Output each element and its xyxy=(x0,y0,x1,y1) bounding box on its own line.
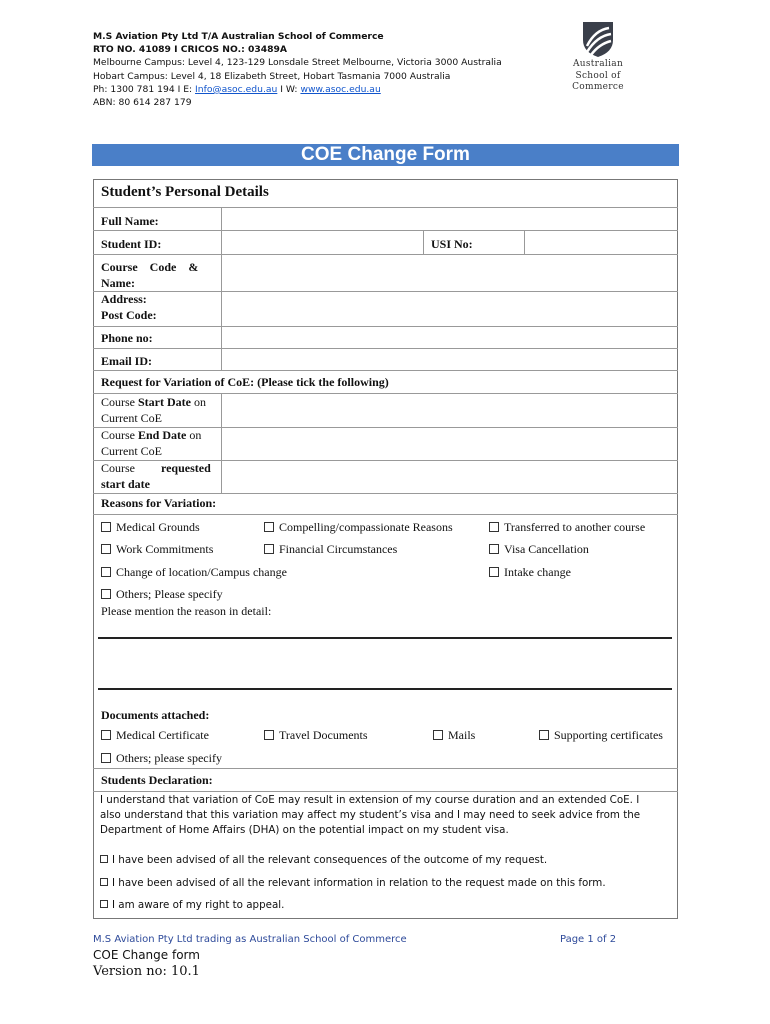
doc-travel[interactable] xyxy=(264,728,368,743)
phone-label: Phone no: xyxy=(101,331,153,345)
col-divider xyxy=(524,230,525,254)
checkbox[interactable] xyxy=(100,878,108,886)
col-divider xyxy=(221,207,222,230)
reason-financial[interactable] xyxy=(264,542,397,557)
checkbox[interactable] xyxy=(101,730,111,740)
requested-label-a: Course xyxy=(101,461,135,475)
full-name-field[interactable] xyxy=(222,208,677,230)
checkbox[interactable] xyxy=(264,544,274,554)
logo-text-3: Commerce xyxy=(572,82,624,92)
logo-text-1: Australian xyxy=(572,59,624,69)
reason-label: Work Commitments xyxy=(116,542,214,556)
phone-text: Ph: 1300 781 194 I E: xyxy=(93,83,196,95)
end-text-b: End Date xyxy=(138,428,187,442)
requested-date-field[interactable] xyxy=(222,461,677,492)
reason-medical[interactable] xyxy=(101,520,200,535)
start-text-a: Course xyxy=(101,395,138,409)
checkbox[interactable] xyxy=(489,522,499,532)
detail-line xyxy=(98,688,672,690)
declaration-heading: Students Declaration: xyxy=(101,773,213,787)
footer-version: Version no: 10.1 xyxy=(93,964,200,979)
phone-field[interactable] xyxy=(222,327,677,348)
school-logo xyxy=(566,20,630,93)
end-text-a: Course xyxy=(101,428,138,442)
doc-label: Mails xyxy=(448,728,476,742)
reason-label: Change of location/Campus change xyxy=(116,565,287,579)
reason-others[interactable] xyxy=(101,587,223,602)
post-code-label: Post Code: xyxy=(101,308,157,322)
full-name-label: Full Name: xyxy=(101,214,159,228)
checkbox[interactable] xyxy=(101,544,111,554)
doc-label: Medical Certificate xyxy=(116,728,209,742)
declaration-item-label: I am aware of my right to appeal. xyxy=(112,899,285,911)
reason-label: Visa Cancellation xyxy=(504,542,589,556)
col-divider xyxy=(221,230,222,371)
start-text-c: on xyxy=(190,395,206,409)
end-date-label xyxy=(101,428,201,443)
letterhead xyxy=(93,30,502,109)
personal-details-heading: Student’s Personal Details xyxy=(101,184,269,200)
start-date-label xyxy=(101,395,206,410)
email-link[interactable]: Info@asoc.edu.au xyxy=(195,83,278,95)
checkbox[interactable] xyxy=(489,544,499,554)
email-label: Email ID: xyxy=(101,354,152,368)
reason-label: Intake change xyxy=(504,565,571,579)
documents-heading: Documents attached: xyxy=(101,708,210,722)
requested-label-b: requested xyxy=(161,461,211,475)
reason-label: Compelling/compassionate Reasons xyxy=(279,520,453,534)
reason-visa[interactable] xyxy=(489,542,589,557)
end-date-label-2: Current CoE xyxy=(101,444,162,458)
course-code-label-1: Course Code & xyxy=(101,260,199,274)
reason-compassionate[interactable] xyxy=(264,520,453,535)
requested-label-2: start date xyxy=(101,477,150,491)
address-field[interactable] xyxy=(222,292,677,325)
checkbox[interactable] xyxy=(539,730,549,740)
reason-label: Financial Circumstances xyxy=(279,542,398,556)
checkbox[interactable] xyxy=(100,900,108,908)
reason-location[interactable] xyxy=(101,565,287,580)
melbourne-campus: Melbourne Campus: Level 4, 123-129 Lonsdale Street Melbourne, Victoria 3000 Australia xyxy=(93,57,502,69)
row-divider xyxy=(93,493,678,494)
reasons-heading: Reasons for Variation: xyxy=(101,496,217,510)
checkbox[interactable] xyxy=(101,567,111,577)
checkbox[interactable] xyxy=(489,567,499,577)
checkbox[interactable] xyxy=(264,730,274,740)
reason-label: Medical Grounds xyxy=(116,520,200,534)
course-code-field[interactable] xyxy=(222,255,677,290)
start-date-field[interactable] xyxy=(222,394,677,426)
footer-form-name: COE Change form xyxy=(93,948,200,962)
checkbox[interactable] xyxy=(101,589,111,599)
declaration-item-3[interactable] xyxy=(100,899,284,911)
checkbox[interactable] xyxy=(101,753,111,763)
declaration-item-2[interactable] xyxy=(100,877,606,889)
checkbox[interactable] xyxy=(101,522,111,532)
footer-page: Page 1 of 2 xyxy=(560,934,617,945)
reason-transferred[interactable] xyxy=(489,520,645,535)
declaration-item-1[interactable] xyxy=(100,854,547,866)
reason-detail-field[interactable] xyxy=(98,640,672,687)
doc-medical[interactable] xyxy=(101,728,209,743)
reason-label: Others; Please specify xyxy=(116,587,223,601)
row-divider xyxy=(93,768,678,769)
checkbox[interactable] xyxy=(264,522,274,532)
org-name: M.S Aviation Pty Ltd T/A Australian School of Commerce xyxy=(93,31,384,42)
reason-detail-prompt: Please mention the reason in detail: xyxy=(101,604,272,618)
start-text-b: Start Date xyxy=(138,395,191,409)
row-divider xyxy=(93,514,678,515)
declaration-text: I understand that variation of CoE may result in extension of my course duration and an extended CoE. I also understand that this variation may affect my student’s visa and I may need to seek advice from the Department of Home Affairs (DHA) on the potential impact on my student visa. xyxy=(100,794,641,836)
doc-label: Others; please specify xyxy=(116,751,222,765)
student-id-field[interactable] xyxy=(222,231,422,253)
checkbox[interactable] xyxy=(433,730,443,740)
variation-heading: Request for Variation of CoE: (Please tick the following) xyxy=(101,375,389,389)
col-divider xyxy=(423,230,424,254)
course-code-label-2: Name: xyxy=(101,276,135,290)
col-divider xyxy=(221,393,222,493)
logo-text-2: School of xyxy=(575,70,621,81)
abn: ABN: 80 614 287 179 xyxy=(93,97,192,109)
end-text-c: on xyxy=(186,428,202,442)
contact-line xyxy=(93,83,502,96)
usi-label: USI No: xyxy=(431,237,473,251)
doc-supporting[interactable] xyxy=(539,728,663,743)
reason-label: Transferred to another course xyxy=(504,520,646,534)
start-date-label-2: Current CoE xyxy=(101,411,162,425)
footer-org: M.S Aviation Pty Ltd trading as Australian School of Commerce xyxy=(93,934,407,945)
doc-label: Travel Documents xyxy=(279,728,368,742)
declaration-item-label: I have been advised of all the relevant information in relation to the request made on this form. xyxy=(112,877,606,889)
shield-logo-icon xyxy=(581,20,615,58)
hobart-campus: Hobart Campus: Level 4, 18 Elizabeth Street, Hobart Tasmania 7000 Australia xyxy=(93,70,451,82)
rto-cricos: RTO NO. 41089 I CRICOS NO.: 03489A xyxy=(93,44,288,56)
website-link[interactable]: www.asoc.edu.au xyxy=(300,83,381,95)
reason-work[interactable] xyxy=(101,542,213,557)
row-divider xyxy=(93,370,678,371)
student-id-label: Student ID: xyxy=(101,237,162,251)
doc-others[interactable] xyxy=(101,751,222,766)
checkbox[interactable] xyxy=(100,855,108,863)
doc-label: Supporting certificates xyxy=(554,728,663,742)
row-divider xyxy=(93,791,678,792)
detail-line xyxy=(98,637,672,639)
declaration-item-label: I have been advised of all the relevant consequences of the outcome of my request. xyxy=(112,854,548,866)
form-title: COE Change Form xyxy=(92,144,679,166)
end-date-field[interactable] xyxy=(222,428,677,459)
web-prefix: I W: xyxy=(277,83,301,95)
doc-mails[interactable] xyxy=(433,728,475,743)
email-field[interactable] xyxy=(222,349,677,370)
address-label: Address: xyxy=(101,292,147,306)
reason-intake[interactable] xyxy=(489,565,571,580)
usi-field[interactable] xyxy=(525,231,677,253)
